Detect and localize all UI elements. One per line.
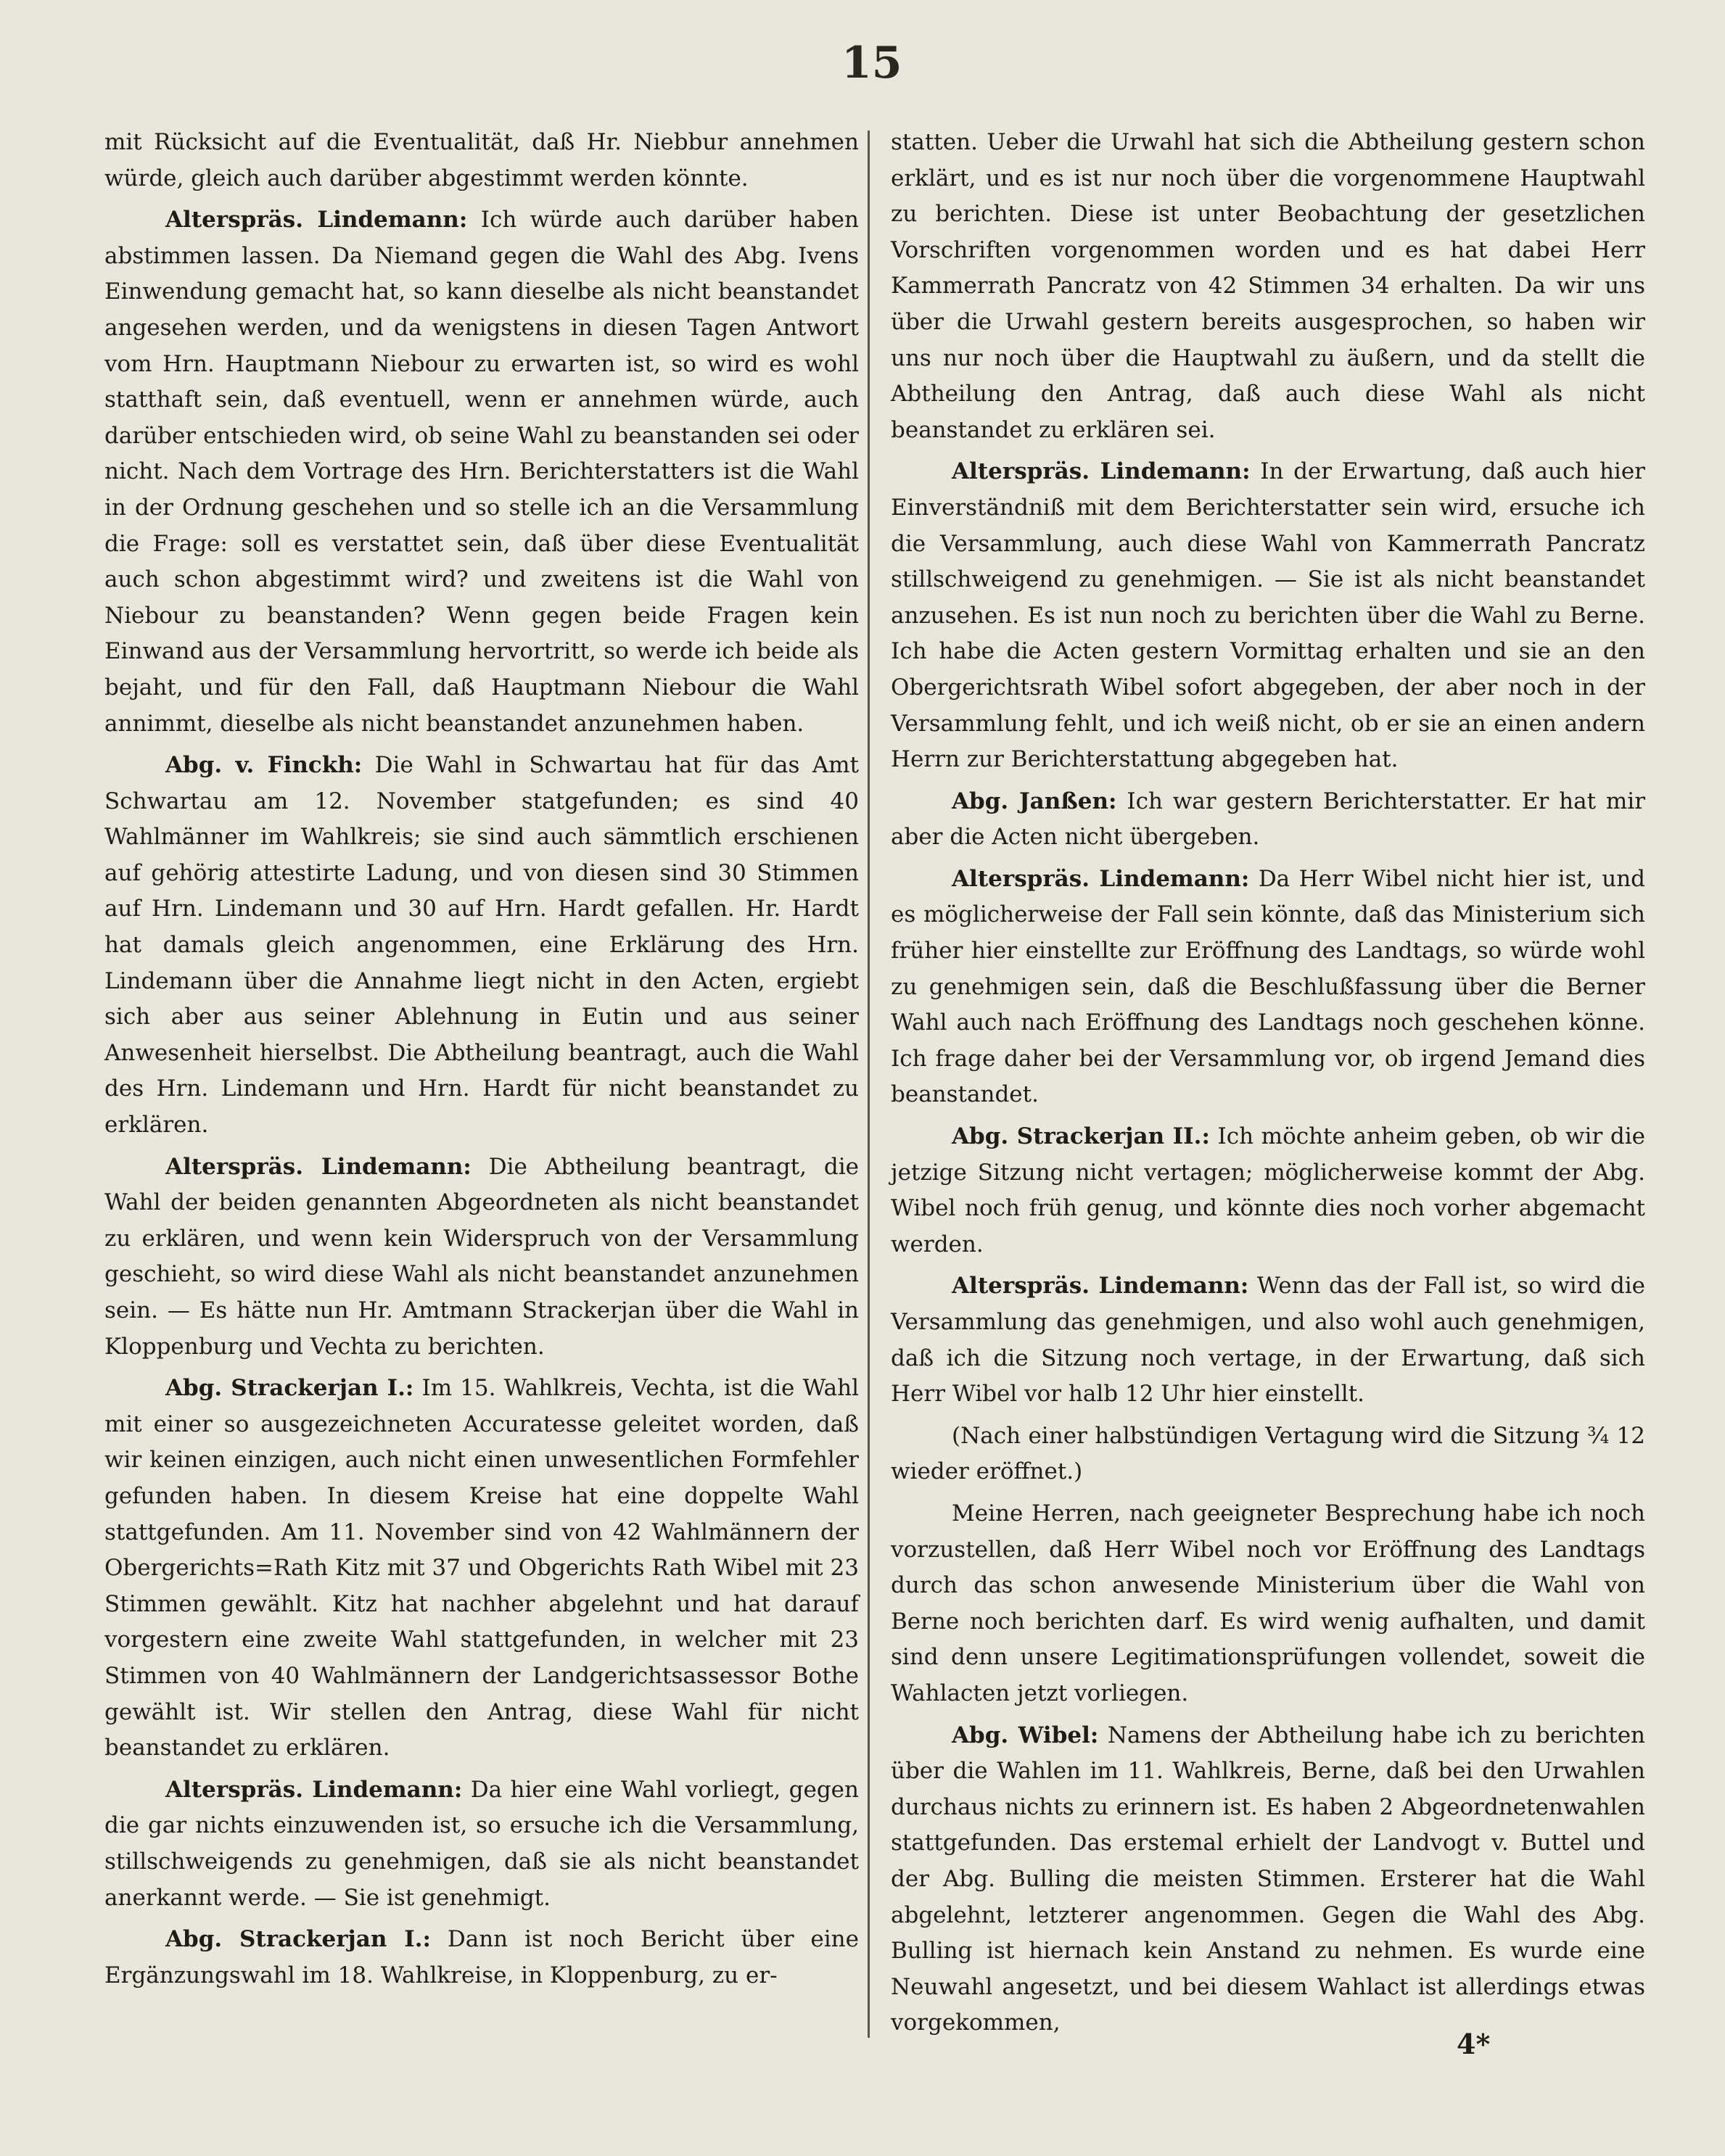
paragraph-text: Die Abtheilung beantragt, die Wahl der beiden genannten Abgeordneten als nicht beanstandet zu erklären, und wenn kein Widerspruch von der Versammlung geschieht, so wird diese Wahl als nicht beanstandet anzunehmen sein. — Es hätte nun Hr. Amtmann Strackerjan über die Wahl in Kloppenburg und Vechta zu berichten. xyxy=(104,1153,859,1360)
speaker-label: Alterspräs. Lindemann: xyxy=(952,1273,1249,1300)
paragraph xyxy=(104,202,859,742)
paragraph xyxy=(891,1418,1645,1490)
speaker-label: Alterspräs. Lindemann: xyxy=(165,207,468,234)
paragraph-text: Die Wahl in Schwartau hat für das Amt Schwartau am 12. November statgefunden; es sind 40 Wahlmänner im Wahlkreis; sie sind auch sämmtlich erschienen auf gehörig attestirte Ladung, und von diesen sind 30 Stimmen auf Hrn. Lindemann und 30 auf Hrn. Hardt gefallen. Hr. Hardt hat damals gleich angenommen, eine Erklärung des Hrn. Lindemann über die Annahme liegt nicht in den Acten, ergiebt sich aber aus seiner Ablehnung in Eutin und aus seiner Anwesenheit hierselbst. Die Abtheilung beantragt, auch die Wahl des Hrn. Lindemann und Hrn. Hardt für nicht beanstandet zu erklären. xyxy=(104,752,859,1139)
paragraph xyxy=(104,1371,859,1767)
paragraph xyxy=(891,784,1645,856)
paragraph-text: Meine Herren, nach geeigneter Besprechung habe ich noch vorzustellen, daß Herr Wibel noch vor Eröffnung des Landtags durch das schon anwesende Ministerium über die Wahl von Berne noch berichten darf. Es wird wenig aufhalten, und damit sind denn unsere Legitimationsprüfungen vollendet, soweit die Wahlacten jetzt vorliegen. xyxy=(891,1500,1645,1706)
speaker-label: Abg. Strackerjan II.: xyxy=(952,1123,1210,1150)
paragraph xyxy=(104,748,859,1144)
paragraph-text: Namens der Abtheilung habe ich zu berichten über die Wahlen im 11. Wahlkreis, Berne, daß bei den Urwahlen durchaus nichts zu erinnern ist. Es haben 2 Abgeordnetenwahlen stattgefunden. Das erstemal erhielt der Landvogt v. Buttel und der Abg. Bulling die meisten Stimmen. Ersterer hat die Wahl abgelehnt, letzterer angenommen. Gegen die Wahl des Abg. Bulling ist hiernach kein Anstand zu nehmen. Es wurde eine Neuwahl angesetzt, und bei diesem Wahlact ist allerdings etwas vorgekommen, xyxy=(891,1722,1646,2036)
left-column xyxy=(104,125,859,1999)
paragraph-text: mit Rücksicht auf die Eventualität, daß Hr. Niebbur annehmen würde, gleich auch darüber abgestimmt werden könnte. xyxy=(104,129,859,191)
paragraph-text: Ich würde auch darüber haben abstimmen lassen. Da Niemand gegen die Wahl des Abg. Ivens Einwendung gemacht hat, so kann dieselbe als nicht beanstandet angesehen werden, und da wenigstens in diesen Tagen Antwort vom Hrn. Hauptmann Niebour zu erwarten ist, so wird es wohl statthaft sein, daß eventuell, wenn er annehmen würde, auch darüber entschieden wird, ob seine Wahl zu beanstanden sei oder nicht. Nach dem Vortrage des Hrn. Berichterstatters ist die Wahl in der Ordnung geschehen und so stelle ich an die Versammlung die Frage: soll es verstattet sein, daß über diese Eventualität auch schon abgestimmt wird? und zweitens ist die Wahl von Niebour zu beanstanden? Wenn gegen beide Fragen kein Einwand aus der Versammlung hervortritt, so werde ich beide als bejaht, und für den Fall, daß Hauptmann Niebour die Wahl annimmt, dieselbe als nicht beanstandet anzunehmen haben. xyxy=(104,207,859,737)
paragraph xyxy=(104,1149,859,1366)
paragraph-text: Ich möchte anheim geben, ob wir die jetzige Sitzung nicht vertagen; möglicherweise kommt der Abg. Wibel noch früh genug, und könnte dies noch vorher abgemacht werden. xyxy=(891,1123,1645,1257)
paragraph-text: Ich war gestern Berichterstatter. Er hat mir aber die Acten nicht übergeben. xyxy=(891,788,1646,851)
paragraph xyxy=(104,1922,859,1994)
paragraph xyxy=(891,1496,1645,1712)
paragraph xyxy=(104,125,859,197)
paragraph xyxy=(891,1119,1645,1263)
signature-mark: 4* xyxy=(1457,2028,1491,2060)
speaker-label: Abg. Janßen: xyxy=(952,788,1117,814)
speaker-label: Abg. Strackerjan I.: xyxy=(165,1375,414,1402)
paragraph-text: In der Erwartung, daß auch hier Einverständniß mit dem Berichterstatter sein wird, ersuche ich die Versammlung, auch diese Wahl von Kammerrath Pancratz stillschweigend zu genehmigen. — Sie ist als nicht beanstandet anzusehen. Es ist nun noch zu berichten über die Wahl zu Berne. Ich habe die Acten gestern Vormittag erhalten und sie an den Obergerichtsrath Wibel sofort abgegeben, der aber noch in der Versammlung fehlt, und ich weiß nicht, ob er sie an einen andern Herrn zur Berichterstattung abgegeben hat. xyxy=(891,458,1645,773)
speaker-label: Alterspräs. Lindemann: xyxy=(952,458,1251,485)
paragraph xyxy=(891,125,1645,448)
paragraph xyxy=(891,454,1645,777)
paragraph-text: (Nach einer halbstündigen Vertagung wird die Sitzung ¾ 12 wieder eröffnet.) xyxy=(891,1422,1645,1485)
paragraph-text: Dann ist noch Bericht über eine Ergänzungswahl im 18. Wahlkreise, in Kloppenburg, zu er- xyxy=(104,1926,859,1988)
paragraph xyxy=(891,1268,1645,1412)
column-divider xyxy=(868,131,870,2038)
speaker-label: Alterspräs. Lindemann: xyxy=(165,1776,463,1803)
paragraph-text: Im 15. Wahlkreis, Vechta, ist die Wahl mit einer so ausgezeichneten Accuratesse geleitet worden, daß wir keinen einzigen, auch nicht einen unwesentlichen Formfehler gefunden haben. In diesem Kreise hat eine doppelte Wahl stattgefunden. Am 11. November sind von 42 Wahlmännern der Obergerichts=Rath Kitz mit 37 und Obgerichts Rath Wibel mit 23 Stimmen gewählt. Kitz hat nachher abgelehnt und hat darauf vorgestern eine zweite Wahl stattgefunden, in welcher mit 23 Stimmen von 40 Wahlmännern der Landgerichtsassessor Bothe gewählt ist. Wir stellen den Antrag, diese Wahl für nicht beanstandet zu erklären. xyxy=(104,1375,859,1761)
paragraph-text: Wenn das der Fall ist, so wird die Versammlung das genehmigen, und also wohl auch genehmigen, daß ich die Sitzung noch vertage, in der Erwartung, daß sich Herr Wibel vor halb 12 Uhr hier einstellt. xyxy=(891,1273,1645,1408)
right-column xyxy=(891,125,1645,2047)
speaker-label: Abg. Wibel: xyxy=(952,1722,1099,1748)
paragraph xyxy=(891,862,1645,1113)
paragraph-text: statten. Ueber die Urwahl hat sich die Abtheilung gestern schon erklärt, und es ist nur noch über die vorgenommene Hauptwahl zu berichten. Diese ist unter Beobachtung der gesetzlichen Vorschriften vorgenommen worden und es hat dabei Herr Kammerrath Pancratz von 42 Stimmen 34 erhalten. Da wir uns über die Urwahl gestern bereits ausgesprochen, so haben wir uns nur noch über die Hauptwahl zu äußern, und da stellt die Abtheilung den Antrag, daß auch diese Wahl als nicht beanstandet zu erklären sei. xyxy=(891,129,1645,443)
paragraph xyxy=(104,1772,859,1916)
speaker-label: Abg. v. Finckh: xyxy=(165,752,363,779)
paragraph-text: Da hier eine Wahl vorliegt, gegen die gar nichts einzuwenden ist, so ersuche ich die Versammlung, stillschweigends zu genehmigen, daß sie als nicht beanstandet anerkannt werde. — Sie ist genehmigt. xyxy=(104,1776,859,1911)
speaker-label: Abg. Strackerjan I.: xyxy=(165,1926,431,1953)
paragraph xyxy=(891,1718,1645,2041)
page-number: 15 xyxy=(841,38,902,88)
speaker-label: Alterspräs. Lindemann: xyxy=(165,1153,472,1180)
paragraph-text: Da Herr Wibel nicht hier ist, und es möglicherweise der Fall sein könnte, daß das Ministerium sich früher hier einstellte zur Eröffnung des Landtags, so würde wohl zu genehmigen sein, daß die Beschlußfassung über die Berner Wahl auch nach Eröffnung des Landtags noch geschehen könne. Ich frage daher bei der Versammlung vor, ob irgend Jemand dies beanstandet. xyxy=(891,865,1645,1108)
speaker-label: Alterspräs. Lindemann: xyxy=(952,865,1250,892)
